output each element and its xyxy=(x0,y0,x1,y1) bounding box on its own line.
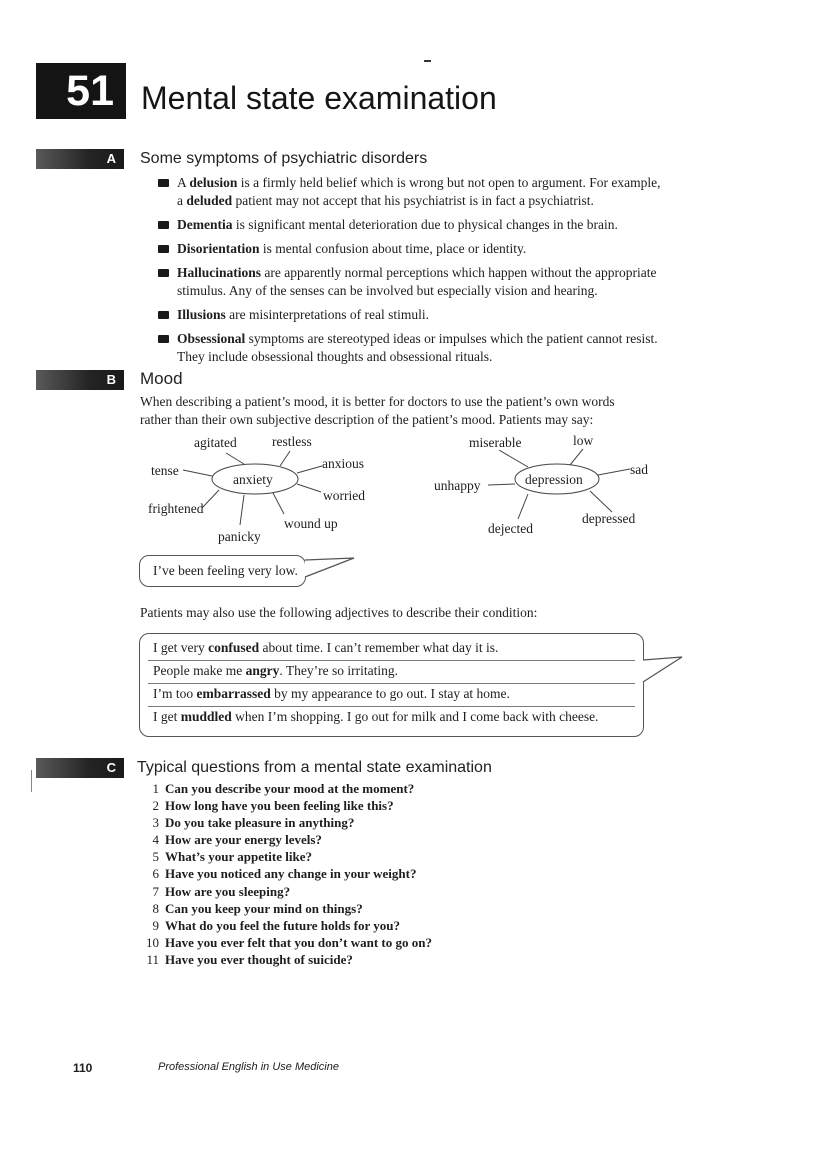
adjectives-bubble xyxy=(139,633,644,737)
section-b-title: Mood xyxy=(140,369,183,388)
question-text: How are you sleeping? xyxy=(165,883,291,899)
text-run: I’m too xyxy=(153,686,197,701)
question-item xyxy=(140,780,432,797)
word-low: low xyxy=(573,433,594,448)
text-run: by my appearance to go out. I stay at home. xyxy=(270,686,510,701)
book-title: Professional English in Use Medicine xyxy=(158,1061,339,1073)
section-b-label: B xyxy=(36,370,124,390)
question-text: What do you feel the future holds for you? xyxy=(165,917,400,933)
word-miserable: miserable xyxy=(469,435,522,450)
question-item xyxy=(140,814,432,831)
bubble-rule xyxy=(148,660,635,661)
section-a-label: A xyxy=(36,149,124,169)
question-item xyxy=(140,917,432,934)
question-item xyxy=(140,934,432,951)
word-tense: tense xyxy=(151,463,179,478)
question-text: Can you keep your mind on things? xyxy=(165,900,363,916)
word-depressed: depressed xyxy=(582,511,636,526)
text-run: I get xyxy=(153,709,181,724)
key-term: Illusions xyxy=(177,307,226,322)
word-agitated: agitated xyxy=(194,435,237,450)
question-number: 11 xyxy=(146,951,159,967)
text-run: when I’m shopping. I go out for milk and I come back with cheese. xyxy=(231,709,599,724)
word-dejected: dejected xyxy=(488,521,533,536)
text-run: . They’re so irritating. xyxy=(279,663,398,678)
key-term: Dementia xyxy=(177,217,233,232)
text-run: a xyxy=(177,193,187,208)
adjective-example xyxy=(153,662,398,680)
question-text: Have you noticed any change in your weight? xyxy=(165,866,417,882)
word-worried: worried xyxy=(323,488,365,503)
question-number: 8 xyxy=(152,900,159,916)
patient-quote-bubble xyxy=(139,555,306,587)
key-term: delusion xyxy=(189,175,238,190)
adjective-example xyxy=(153,685,510,703)
adjectives-bubble-tail xyxy=(634,647,686,687)
question-item xyxy=(140,951,432,968)
text-run: is significant mental deterioration due to physical changes in the brain. xyxy=(232,217,618,232)
anxiety-center-label: anxiety xyxy=(233,472,273,487)
question-item xyxy=(140,883,432,900)
text-run: People make me xyxy=(153,663,246,678)
section-c-title: Typical questions from a mental state examination xyxy=(137,759,492,776)
text-run: are apparently normal perceptions which happen without the appropriate xyxy=(261,265,657,280)
key-term: muddled xyxy=(180,709,232,724)
question-list xyxy=(140,780,432,968)
section-c-label: C xyxy=(36,758,124,778)
adjectives-intro: Patients may also use the following adjectives to describe their condition: xyxy=(140,605,538,620)
key-term: angry xyxy=(245,663,280,678)
word-sad: sad xyxy=(630,462,648,477)
bubble-rule xyxy=(148,706,635,707)
question-text: Have you ever felt that you don’t want to go on? xyxy=(165,934,432,950)
question-number: 4 xyxy=(152,832,159,848)
question-number: 3 xyxy=(152,815,159,831)
key-term: Obsessional xyxy=(177,331,246,346)
key-term: Hallucinations xyxy=(177,265,262,280)
depression-center-label: depression xyxy=(525,472,583,487)
question-text: Can you describe your mood at the moment? xyxy=(165,781,415,796)
question-item xyxy=(140,831,432,848)
question-text: How are your energy levels? xyxy=(165,832,322,848)
question-item xyxy=(140,865,432,882)
text-run: stimulus. Any of the senses can be involved but especially vision and hearing. xyxy=(177,283,598,298)
question-number: 6 xyxy=(152,866,159,882)
text-run: A xyxy=(177,175,190,190)
question-item xyxy=(140,797,432,814)
word-unhappy: unhappy xyxy=(434,478,481,493)
margin-mark xyxy=(31,770,32,792)
text-run: patient may not accept that his psychiatrist is in fact a psychiatrist. xyxy=(232,193,594,208)
key-term: confused xyxy=(208,640,260,655)
mood-intro-line-1: When describing a patient’s mood, it is better for doctors to use the patient’s own words xyxy=(140,394,615,409)
question-item xyxy=(140,848,432,865)
key-term: deluded xyxy=(186,193,233,208)
text-run: about time. I can’t remember what day it is. xyxy=(259,640,499,655)
text-run: is a firmly held belief which is wrong but not open to argument. For example, xyxy=(237,175,661,190)
question-number: 1 xyxy=(152,781,159,796)
text-run: are misinterpretations of real stimuli. xyxy=(225,307,429,322)
text-run: symptoms are stereotyped ideas or impulses which the patient cannot resist. xyxy=(245,331,658,346)
unit-number-badge: 51 xyxy=(36,63,126,119)
question-text: What’s your appetite like? xyxy=(165,849,312,865)
bubble-rule xyxy=(148,683,635,684)
question-number: 10 xyxy=(146,934,159,950)
word-panicky: panicky xyxy=(218,529,261,544)
patient-quote: I’ve been feeling very low. xyxy=(153,563,298,578)
question-text: Do you take pleasure in anything? xyxy=(165,815,355,831)
key-term: Disorientation xyxy=(177,241,260,256)
question-number: 7 xyxy=(152,883,159,899)
text-run: They include obsessional thoughts and obsessional rituals. xyxy=(177,349,493,364)
word-wound-up: wound up xyxy=(284,516,338,531)
question-item xyxy=(140,900,432,917)
question-text: Have you ever thought of suicide? xyxy=(165,951,353,967)
word-restless: restless xyxy=(272,434,312,449)
text-run: is mental confusion about time, place or identity. xyxy=(259,241,527,256)
question-text: How long have you been feeling like this? xyxy=(165,798,394,814)
question-number: 2 xyxy=(152,798,159,814)
adjective-example xyxy=(153,639,498,657)
key-term: embarrassed xyxy=(196,686,271,701)
question-number: 9 xyxy=(152,917,159,933)
question-number: 5 xyxy=(152,849,159,865)
page-number: 110 xyxy=(73,1061,93,1075)
section-a-title: Some symptoms of psychiatric disorders xyxy=(140,150,428,167)
word-anxious: anxious xyxy=(322,456,364,471)
text-run: I get very xyxy=(153,640,209,655)
mood-intro-line-2: rather than their own subjective description of the patient’s mood. Patients may say: xyxy=(140,412,594,427)
quote-bubble-tail xyxy=(296,555,358,587)
page-title: Mental state examination xyxy=(141,80,497,116)
word-frightened: frightened xyxy=(148,501,204,516)
adjective-example xyxy=(153,708,598,726)
